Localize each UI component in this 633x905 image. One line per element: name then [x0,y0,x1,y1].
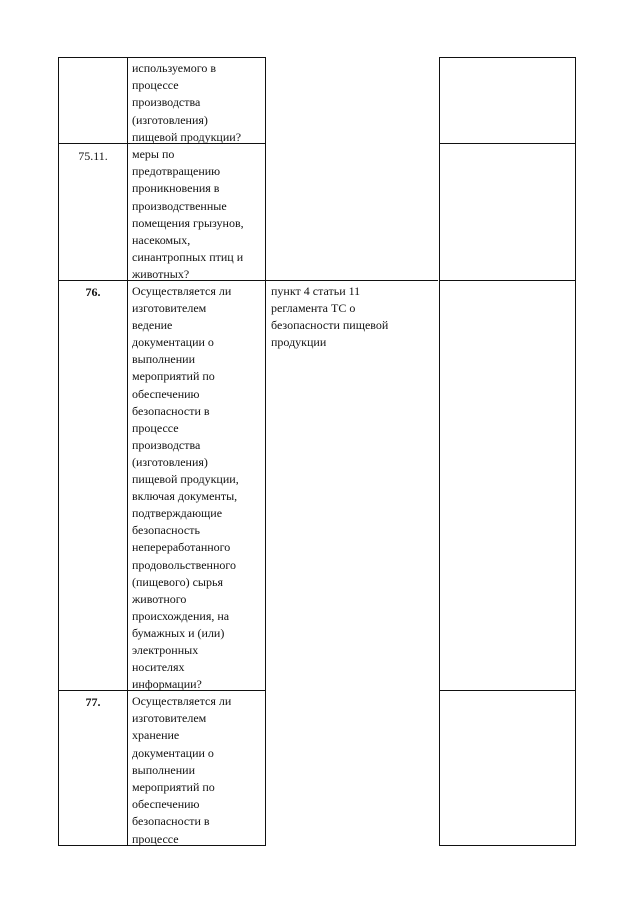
right-row-divider-2 [439,280,576,281]
table-top-border [58,57,266,58]
right-table-left-border [439,57,440,846]
row-1-number: 75.11. [78,149,108,163]
right-table-right-border [575,57,576,846]
right-row-divider-1 [439,143,576,144]
row-3-number: 77. [85,695,101,709]
right-table-bottom-border [439,845,576,846]
row-2-number: 76. [85,285,101,299]
row-1-question: меры по предотвращению проникновения в производственные помещения грызунов, насекомых, синантропных птиц и животных? [132,147,244,282]
table-left-border [58,57,59,846]
column-divider-number [127,57,128,846]
right-row-divider-3 [439,690,576,691]
row-2-question: Осуществляется ли изготовителем ведение документации о выполнении мероприятий по обеспечению безопасности в процессе производства (изготовления) пищевой продукции, включая документы, подтверждающие безопасность непереработанного продовольственного (пищевого) сырья животного происхождения, на бумажных и (или) электронных носителях информации? [132,284,239,692]
row-0-question: используемого в процессе производства (изготовления) пищевой продукции? [132,61,242,144]
row-2-reference: пункт 4 статьи 11 регламента ТС о безопасности пищевой продукции [271,284,389,349]
row-3-question: Осуществляется ли изготовителем хранение документации о выполнении мероприятий по обеспечению безопасности в процессе [132,694,232,846]
right-table-top-border [439,57,576,58]
